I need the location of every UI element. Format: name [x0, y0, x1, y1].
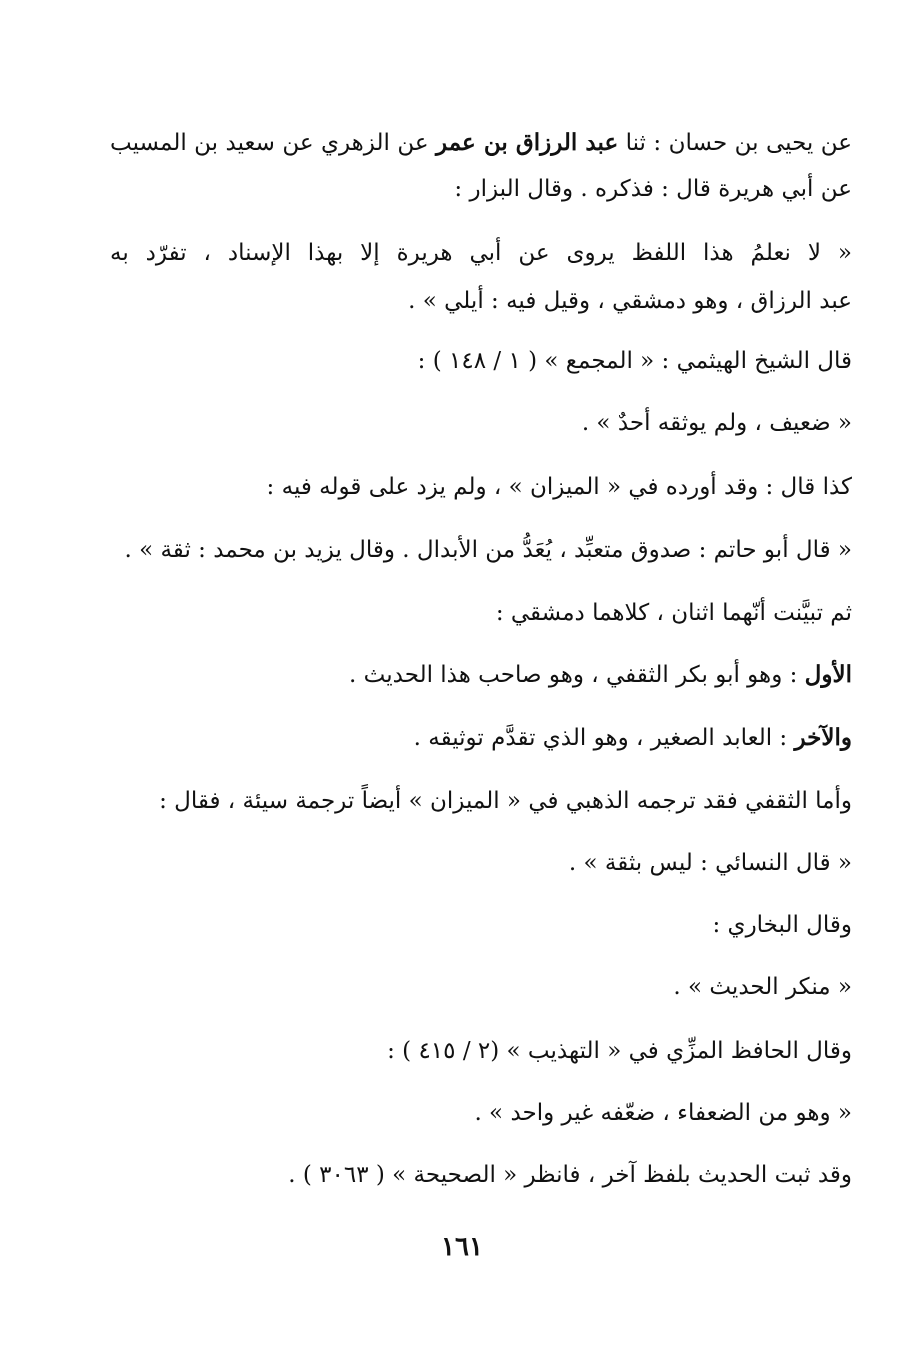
- text-line: وقال البخاري :: [712, 912, 852, 938]
- text-line: الأول : وهو أبو بكر الثقفي ، وهو صاحب هذا الحديث .: [349, 661, 852, 688]
- text-line: عن يحيى بن حسان : ثنا عبد الرزاق بن عمر عن الزهري عن سعيد بن المسيب: [110, 129, 852, 156]
- page-number: ١٦١: [441, 1232, 483, 1262]
- text-line: « وهو من الضعفاء ، ضعّفه غير واحد » .: [474, 1100, 852, 1126]
- text-line: « ضعيف ، ولم يوثقه أحدٌ » .: [581, 410, 852, 436]
- text-line: « منكر الحديث » .: [673, 974, 852, 1000]
- text-line: وقال الحافظ المزِّي في « التهذيب » (٢ / ٤١٥ ) :: [387, 1038, 852, 1064]
- text-line: « قال أبو حاتم : صدوق متعبِّد ، يُعَدُّ من الأبدال . وقال يزيد بن محمد : ثقة » .: [124, 537, 852, 563]
- bold-term: الأول: [804, 661, 852, 688]
- text-line: وقد ثبت الحديث بلفظ آخر ، فانظر « الصحيحة » ( ٣٠٦٣ ) .: [288, 1162, 852, 1188]
- text-line: عن أبي هريرة قال : فذكره . وقال البزار :: [454, 176, 852, 202]
- text-line: قال الشيخ الهيثمي : « المجمع » ( ١ / ١٤٨ ) :: [417, 348, 852, 374]
- text-line: وأما الثقفي فقد ترجمه الذهبي في « الميزان » أيضاً ترجمة سيئة ، فقال :: [159, 788, 852, 814]
- bold-name: عبد الرزاق بن عمر: [436, 129, 619, 156]
- bold-term: والآخر: [794, 724, 852, 751]
- text-line: « لا نعلمُ هذا اللفظ يروى عن أبي هريرة إلا بهذا الإسناد ، تفرّد به: [110, 240, 852, 266]
- text-line: والآخر : العابد الصغير ، وهو الذي تقدَّم توثيقه .: [413, 724, 852, 751]
- text-line: كذا قال : وقد أورده في « الميزان » ، ولم يزد على قوله فيه :: [266, 474, 852, 500]
- text-line: عبد الرزاق ، وهو دمشقي ، وقيل فيه : أيلي » .: [408, 288, 852, 314]
- text-line: « قال النسائي : ليس بثقة » .: [568, 850, 852, 876]
- text-line: ثم تبيَّنت أنّهما اثنان ، كلاهما دمشقي :: [495, 600, 852, 626]
